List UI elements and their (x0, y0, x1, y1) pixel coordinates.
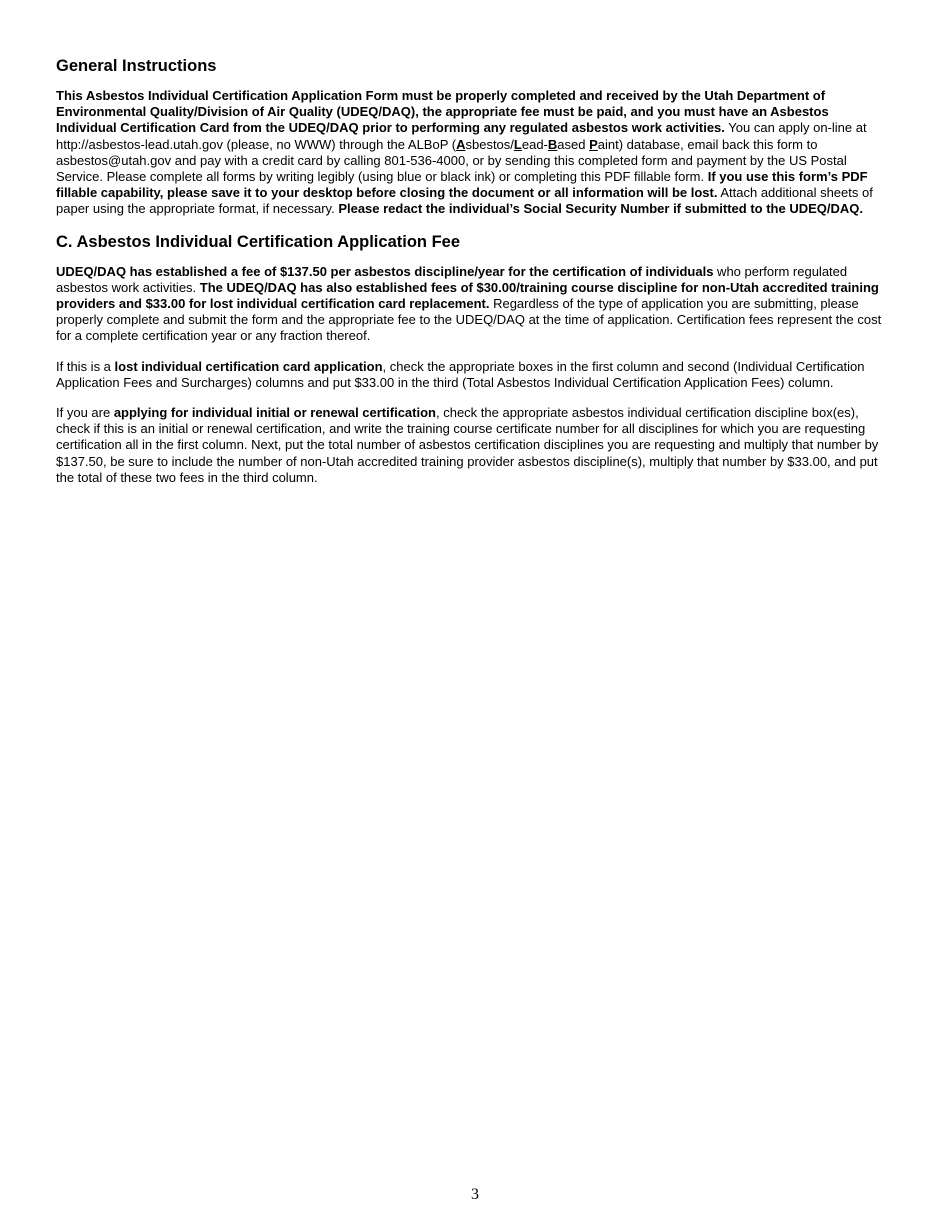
body-text: Attach additional sheets of paper using the appropriate format, if necessary. (56, 185, 873, 217)
initial-renewal-paragraph (56, 405, 892, 486)
body-text: , check the appropriate boxes in the first column and second (Individual Certification Application Fees and Surcharges) columns and put $33.00 in the third (Total Asbestos Individual Certification Application Fees) column. (56, 358, 865, 390)
section-c-heading: C. Asbestos Individual Certification Application Fee (56, 232, 461, 251)
emphasis-text: If you use this form’s PDF fillable capability, please save it to your desktop before closing the document or all information will be lost. (56, 169, 868, 201)
emphasis-text: Please redact the individual’s Social Security Number if submitted to the UDEQ/DAQ. (338, 201, 864, 217)
emphasis-text: This Asbestos Individual Certification Application Form must be properly completed and received by the Utah Department of Environmental Quality/Division of Air Quality (UDEQ/DAQ), the appropriate fee must be paid, and you must have an Asbestos Individual Certification Card from the UDEQ/DAQ prior to performing any regulated asbestos work activities. (56, 88, 829, 136)
page-number: 3 (471, 1186, 479, 1203)
body-text: If you are (56, 405, 114, 421)
body-text: You can apply on-line at http://asbestos-lead.utah.gov (please, no WWW) through the ALBoP ( (56, 120, 867, 152)
emphasis-text: lost individual certification card application (114, 358, 383, 374)
document-page (56, 56, 892, 500)
general-instructions-paragraph: This Asbestos Individual Certification Application Form must be properly completed and received by the Utah Department of Environmental Quality/Division of Air Quality (UDEQ/DAQ), the appropriate fee must be paid, and you must have an Asbestos Individual Certification Card from the UDEQ/DAQ prior to performing any regulated asbestos work activities. You can apply on-line at http://asbestos-lead.utah.gov (please, no WWW) through the ALBoP (Asbestos/Lead-Based Paint) database, email back this form to asbestos@utah.gov and pay with a credit card by calling 801-536-4000, or by sending this completed form and payment by the US Postal Service. Please complete all forms by writing legibly (using blue or black ink) or completing this PDF fillable form. If you use this form’s PDF fillable capability, please save it to your desktop before closing the document or all information will be lost. Attach additional sheets of paper using the appropriate format, if necessary. Please redact the individual’s Social Security Number if submitted to the UDEQ/DAQ. (56, 88, 873, 217)
emphasis-text: applying for individual initial or renewal certification (113, 405, 436, 421)
body-text: Regardless of the type of application you are submitting, please properly complete and submit the form and the appropriate fee to the UDEQ/DAQ at the time of application. Certification fees represent the cost for a complete certification year or any fraction thereof. (56, 296, 882, 344)
acronym-letter: A (456, 136, 466, 152)
emphasis-text: The UDEQ/DAQ has also established fees of $30.00/training course discipline for non-Utah accredited training providers and $33.00 for lost individual certification card replacement. (56, 279, 879, 312)
lost-card-paragraph (56, 359, 892, 391)
fee-paragraph (56, 264, 892, 345)
acronym-letter: P (589, 136, 598, 152)
body-text: who perform regulated asbestos work activities. (56, 263, 848, 295)
body-text: aint) database, email back this form to asbestos@utah.gov and pay with a credit card by calling 801-536-4000, or by sending this completed form and payment by the US Postal Service. Please complete all forms by writing legibly (using blue or black ink) or completing this PDF fillable form. (56, 136, 847, 185)
body-text: , check the appropriate asbestos individual certification discipline box(es), check if this is an initial or renewal certification, and write the training course certificate number for all disciplines for which you are requesting certification all in the first column. Next, put the total number of asbestos certification disciplines you are requesting and multiply that number by $137.50, be sure to include the number of non-Utah accredited training provider asbestos discipline(s), multiply that number by $33.00, and put the total of these two fees in the third column. (56, 405, 879, 485)
acronym-letter: L (513, 136, 522, 152)
general-instructions-heading: General Instructions (56, 57, 217, 75)
acronym-letter: B (547, 136, 558, 152)
emphasis-text: UDEQ/DAQ has established a fee of $137.50 per asbestos discipline/year for the certification of individuals (56, 263, 714, 279)
body-text: If this is a (56, 358, 115, 374)
